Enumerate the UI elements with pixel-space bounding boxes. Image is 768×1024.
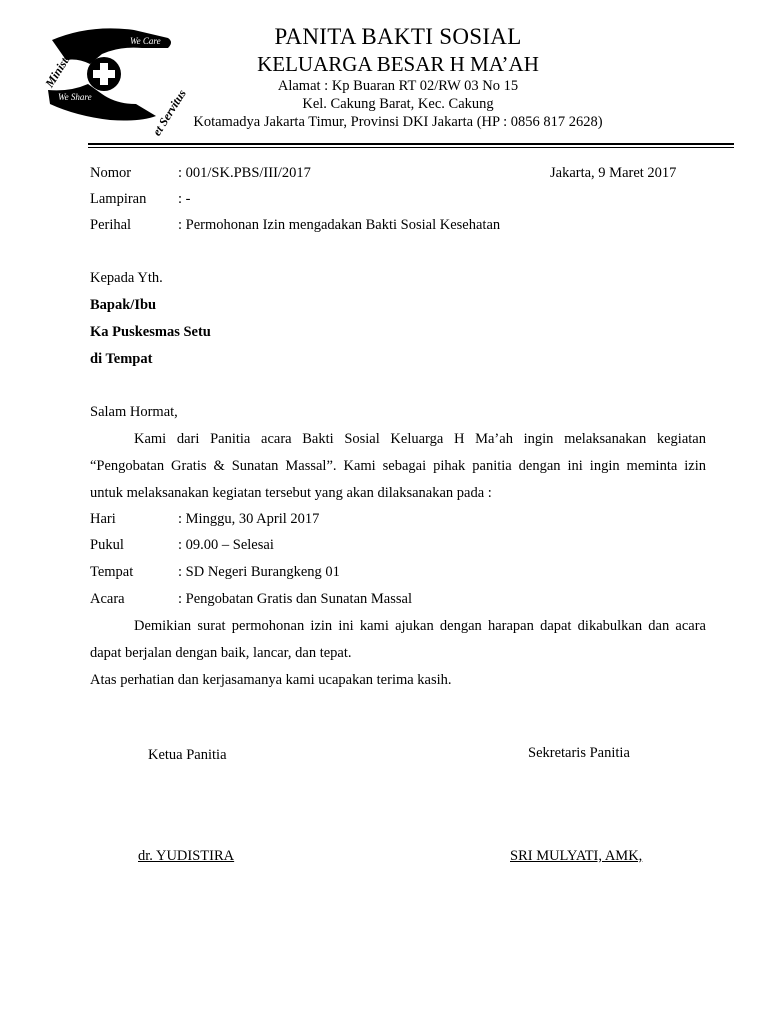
header-divider-thick	[88, 143, 734, 145]
lampiran-label: Lampiran	[90, 191, 147, 207]
recipient-line-2: Bapak/Ibu	[90, 297, 157, 313]
address-line-1: Alamat : Kp Buaran RT 02/RW 03 No 15	[277, 78, 519, 94]
detail-value-hari: : Minggu, 30 April 2017	[178, 511, 320, 527]
paragraph-2-line-2: dapat berjalan dengan baik, lancar, dan tepat.	[90, 645, 352, 661]
logo-text-et-servitus: et Servitus	[149, 86, 189, 139]
greeting: Salam Hormat,	[90, 404, 178, 420]
signature-left-role: Ketua Panitia	[148, 747, 227, 763]
perihal-value: : Permohonan Izin mengadakan Bakti Sosial Kesehatan	[178, 217, 501, 233]
detail-value-tempat: : SD Negeri Burangkeng 01	[178, 564, 340, 580]
detail-label-hari: Hari	[90, 511, 116, 527]
lampiran-value: : -	[178, 191, 191, 207]
detail-value-acara: : Pengobatan Gratis dan Sunatan Massal	[178, 591, 412, 607]
logo-text-we-share: We Share	[58, 92, 92, 102]
perihal-label: Perihal	[90, 217, 132, 233]
nomor-value: : 001/SK.PBS/III/2017	[178, 165, 311, 181]
logo-text-we-care: We Care	[130, 36, 161, 46]
recipient-line-3: Ka Puskesmas Setu	[90, 324, 211, 340]
detail-value-pukul: : 09.00 – Selesai	[178, 537, 274, 553]
org-title-line-2: KELUARGA BESAR H MA’AH	[257, 52, 539, 76]
recipient-line-4: di Tempat	[90, 351, 153, 367]
paragraph-2-line-1: Demikian surat permohonan izin ini kami ajukan dengan harapan dapat dikabulkan dan acara	[134, 618, 706, 634]
recipient-line-1: Kepada Yth.	[90, 270, 163, 286]
header-divider-thin	[88, 147, 734, 148]
address-line-2: Kel. Cakung Barat, Kec. Cakung	[302, 96, 494, 112]
paragraph-1-line-3: untuk melaksanakan kegiatan tersebut yang akan dilaksanakan pada :	[90, 485, 492, 501]
paragraph-1-line-1: Kami dari Panitia acara Bakti Sosial Keluarga H Ma’ah ingin melaksanakan kegiatan	[134, 431, 706, 447]
org-title-line-1: PANITA BAKTI SOSIAL	[274, 24, 522, 49]
signature-left-name: dr. YUDISTIRA	[138, 848, 235, 864]
logo-text-ministratio: Ministratio	[42, 35, 84, 90]
closing-line: Atas perhatian dan kerjasamanya kami ucapakan terima kasih.	[90, 672, 452, 688]
signature-right-role: Sekretaris Panitia	[528, 745, 630, 761]
letter-date: Jakarta, 9 Maret 2017	[550, 165, 677, 181]
paragraph-1-line-2: “Pengobatan Gratis & Sunatan Massal”. Kami sebagai pihak panitia dengan ini ingin meminta izin	[90, 458, 706, 474]
detail-label-acara: Acara	[90, 591, 125, 607]
address-line-3: Kotamadya Jakarta Timur, Provinsi DKI Jakarta (HP : 0856 817 2628)	[193, 114, 603, 130]
detail-label-pukul: Pukul	[90, 537, 124, 553]
detail-label-tempat: Tempat	[90, 564, 134, 580]
nomor-label: Nomor	[90, 165, 132, 181]
signature-right-name: SRI MULYATI, AMK,	[510, 848, 643, 864]
